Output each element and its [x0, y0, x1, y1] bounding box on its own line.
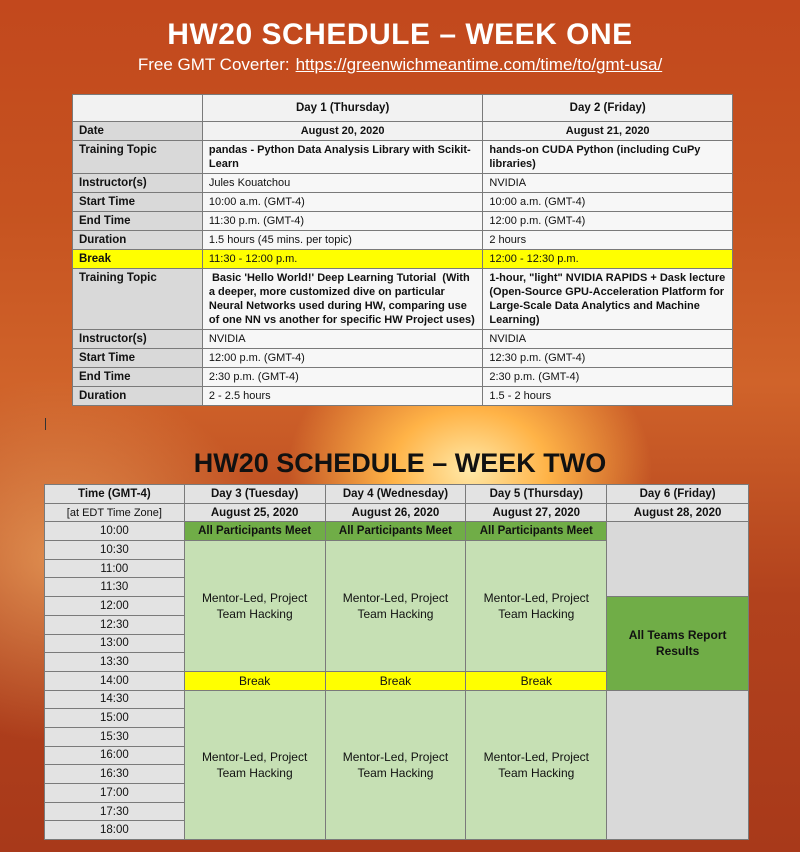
table-cell: 2:30 p.m. (GMT-4)	[483, 368, 733, 387]
day1-date: August 20, 2020	[202, 122, 483, 141]
week-two-table	[44, 484, 749, 840]
table-cell: 12:30 p.m. (GMT-4)	[483, 349, 733, 368]
time-slot: 15:00	[45, 709, 185, 728]
table-cell: pandas - Python Data Analysis Library with Scikit-Learn	[202, 141, 483, 174]
day2-date: August 21, 2020	[483, 122, 733, 141]
participants-meet-cell: All Participants Meet	[466, 522, 607, 541]
time-slot: 15:30	[45, 727, 185, 746]
converter-label: Free GMT Coverter:	[137, 55, 290, 74]
time-slot: 13:30	[45, 653, 185, 672]
day5-header: Day 5 (Thursday)	[466, 485, 607, 504]
time-header: Time (GMT-4)	[45, 485, 185, 504]
table-cell: 11:30 p.m. (GMT-4)	[202, 212, 483, 231]
table-cell: NVIDIA	[483, 174, 733, 193]
timezone-label: [at EDT Time Zone]	[45, 503, 185, 522]
row-label: Date	[73, 122, 203, 141]
day6-empty-afternoon	[607, 690, 749, 840]
time-slot: 11:00	[45, 559, 185, 578]
row-label: Instructor(s)	[73, 330, 203, 349]
time-slot: 17:30	[45, 802, 185, 821]
table-cell: hands-on CUDA Python (including CuPy libraries)	[483, 141, 733, 174]
day4-date: August 26, 2020	[325, 503, 466, 522]
row-label: End Time	[73, 212, 203, 231]
time-slot: 12:00	[45, 597, 185, 616]
time-slot: 18:00	[45, 821, 185, 840]
break-cell: Break	[466, 671, 607, 690]
week-one-table	[72, 94, 733, 406]
table-cell: 2 hours	[483, 231, 733, 250]
day3-date: August 25, 2020	[184, 503, 325, 522]
hacking-block: Mentor-Led, Project Team Hacking	[466, 541, 607, 672]
break-label: Break	[73, 250, 203, 269]
time-slot: 11:30	[45, 578, 185, 597]
break-cell: 11:30 - 12:00 p.m.	[202, 250, 483, 269]
hacking-block: Mentor-Led, Project Team Hacking	[325, 541, 466, 672]
day1-header: Day 1 (Thursday)	[202, 95, 483, 122]
time-slot: 10:00	[45, 522, 185, 541]
row-label: Training Topic	[73, 269, 203, 330]
row-label: Start Time	[73, 349, 203, 368]
break-cell: Break	[325, 671, 466, 690]
day6-header: Day 6 (Friday)	[607, 485, 749, 504]
table-cell: 10:00 a.m. (GMT-4)	[202, 193, 483, 212]
table-cell: 10:00 a.m. (GMT-4)	[483, 193, 733, 212]
participants-meet-cell: All Participants Meet	[184, 522, 325, 541]
teams-report-cell: All Teams Report Results	[607, 597, 749, 690]
table-cell: 1.5 - 2 hours	[483, 387, 733, 406]
converter-line	[0, 55, 800, 75]
table-cell: 1.5 hours (45 mins. per topic)	[202, 231, 483, 250]
day6-date: August 28, 2020	[607, 503, 749, 522]
week-one-title: HW20 SCHEDULE – WEEK ONE	[167, 18, 633, 51]
day5-date: August 27, 2020	[466, 503, 607, 522]
time-slot: 17:00	[45, 784, 185, 803]
row-label: Duration	[73, 387, 203, 406]
day3-header: Day 3 (Tuesday)	[184, 485, 325, 504]
table-cell: 2 - 2.5 hours	[202, 387, 483, 406]
time-slot: 14:00	[45, 671, 185, 690]
corner-cell	[73, 95, 203, 122]
time-slot: 10:30	[45, 541, 185, 560]
time-slot: 14:30	[45, 690, 185, 709]
hacking-block: Mentor-Led, Project Team Hacking	[184, 690, 325, 840]
converter-link[interactable]: https://greenwichmeantime.com/time/to/gmt-usa/	[295, 55, 663, 74]
row-label: End Time	[73, 368, 203, 387]
table-cell: NVIDIA	[483, 330, 733, 349]
hacking-block: Mentor-Led, Project Team Hacking	[184, 541, 325, 672]
time-slot: 16:30	[45, 765, 185, 784]
time-slot: 13:00	[45, 634, 185, 653]
table-cell: 2:30 p.m. (GMT-4)	[202, 368, 483, 387]
participants-meet-cell: All Participants Meet	[325, 522, 466, 541]
day2-header: Day 2 (Friday)	[483, 95, 733, 122]
table-cell: NVIDIA	[202, 330, 483, 349]
text-cursor	[45, 418, 46, 430]
row-label: Instructor(s)	[73, 174, 203, 193]
table-cell: Jules Kouatchou	[202, 174, 483, 193]
table-cell: 1-hour, "light" NVIDIA RAPIDS + Dask lecture (Open-Source GPU-Acceleration Platform for Large-Scale Data Analytics and Machine Learning)	[483, 269, 733, 330]
hacking-block: Mentor-Led, Project Team Hacking	[466, 690, 607, 840]
break-cell: 12:00 - 12:30 p.m.	[483, 250, 733, 269]
hacking-block: Mentor-Led, Project Team Hacking	[325, 690, 466, 840]
day4-header: Day 4 (Wednesday)	[325, 485, 466, 504]
row-label: Start Time	[73, 193, 203, 212]
break-cell: Break	[184, 671, 325, 690]
table-cell: 12:00 p.m. (GMT-4)	[202, 349, 483, 368]
table-cell: Basic 'Hello World!' Deep Learning Tutorial (With a deeper, more customized dive on particular Neural Networks used during HW, comparing use of one NN vs another for specific HW Project uses)	[202, 269, 483, 330]
time-slot: 16:00	[45, 746, 185, 765]
row-label: Duration	[73, 231, 203, 250]
time-slot: 12:30	[45, 615, 185, 634]
week-two-title: HW20 SCHEDULE – WEEK TWO	[193, 448, 607, 478]
row-label: Training Topic	[73, 141, 203, 174]
table-cell: 12:00 p.m. (GMT-4)	[483, 212, 733, 231]
day6-empty-morning	[607, 522, 749, 597]
